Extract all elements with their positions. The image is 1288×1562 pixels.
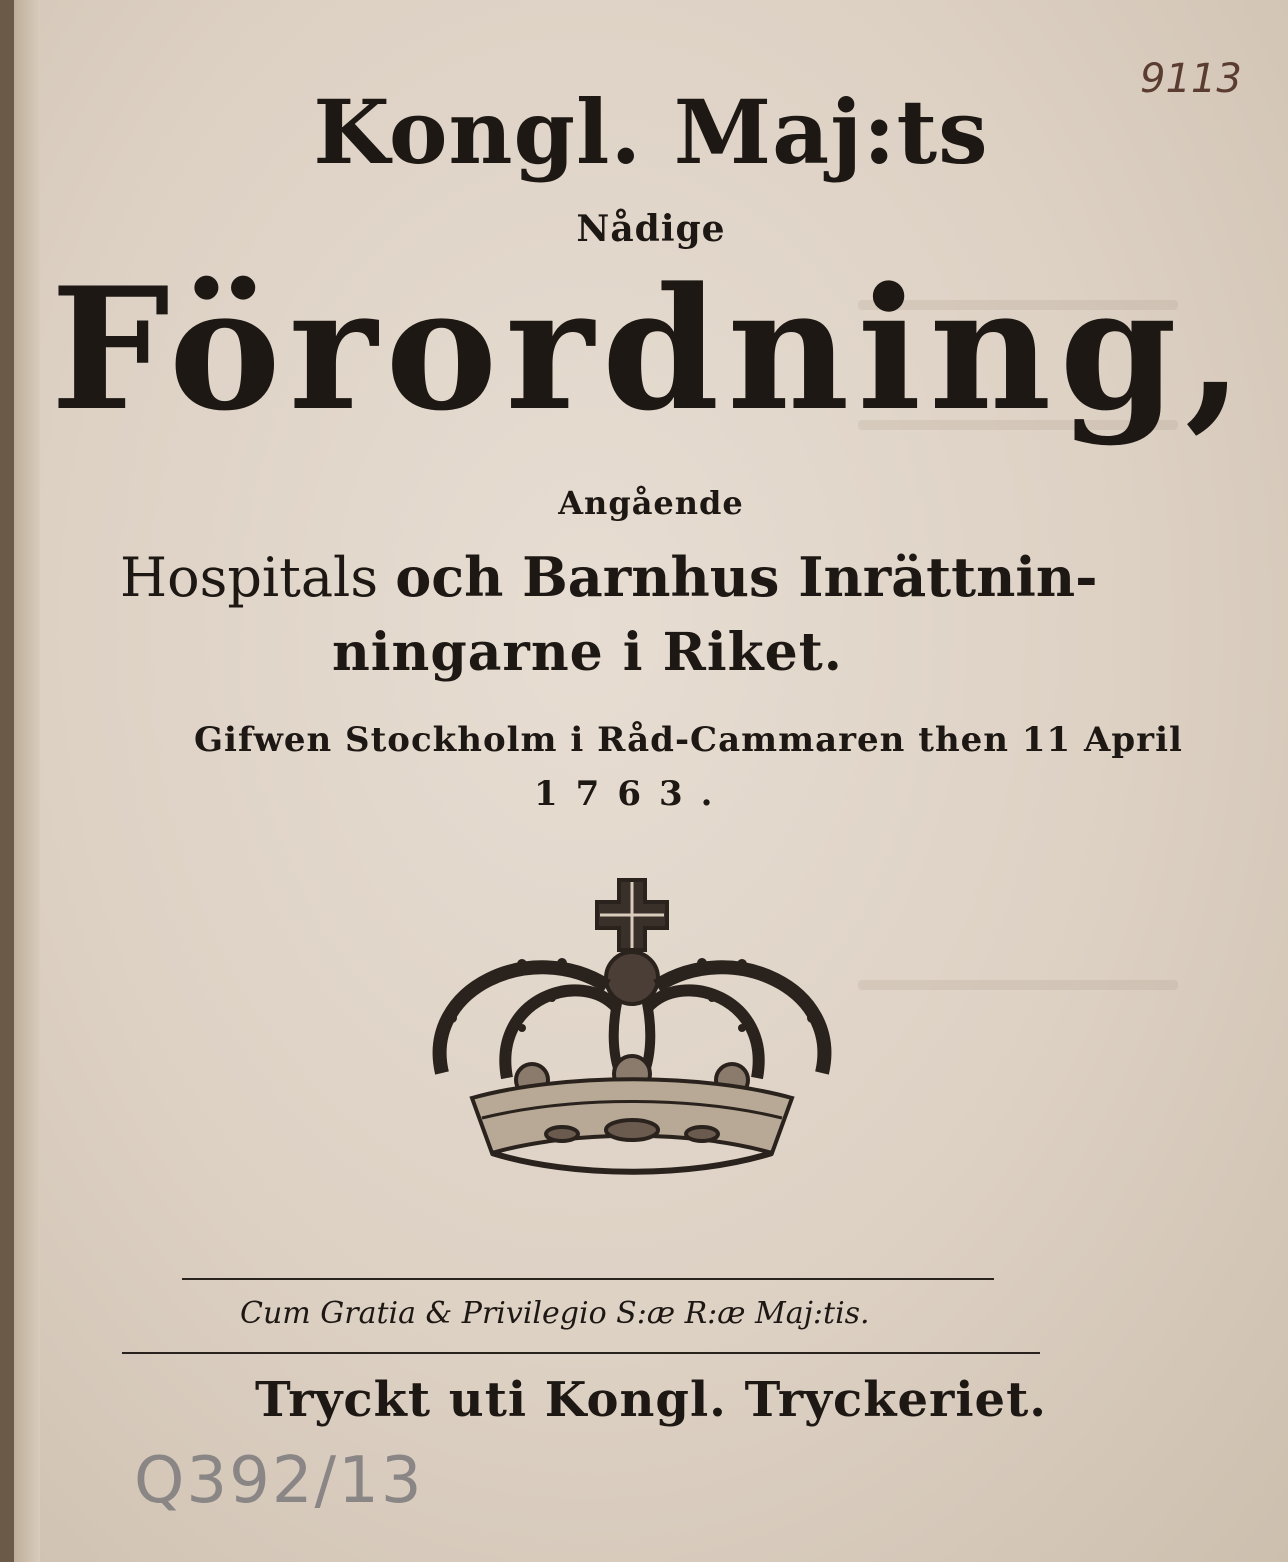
privilege-line: Cum Gratia & Privilegio S:æ R:æ Maj:tis.	[240, 1296, 870, 1331]
bleed-through-shadow	[858, 980, 1178, 990]
title-angaende: Angående	[558, 484, 744, 522]
manuscript-number-top: 9113	[1140, 56, 1242, 102]
bottom-rule	[122, 1352, 1040, 1354]
royal-crown-icon	[412, 868, 852, 1193]
issued-year: 1763.	[534, 774, 731, 814]
pencil-shelfmark: Q392/13	[134, 1444, 424, 1518]
document-page	[14, 0, 1288, 1562]
top-rule	[182, 1278, 994, 1280]
title-forordning: Förordning,	[50, 250, 1252, 448]
title-kongl-majts: Kongl. Maj:ts	[313, 80, 989, 184]
title-hospitals-roman: Hospitals	[120, 546, 379, 609]
issued-line: Gifwen Stockholm i Råd-Cammaren then 11 April	[194, 720, 1183, 760]
title-ningarne-i-riket: ningarne i Riket.	[332, 622, 843, 683]
printer-imprint: Tryckt uti Kongl. Tryckeriet.	[255, 1372, 1047, 1428]
title-nadige: Nådige	[576, 208, 726, 250]
title-hospitals-line	[120, 545, 1098, 609]
title-barnhus-gothic: och Barnhus Inrättnin-	[395, 545, 1098, 609]
